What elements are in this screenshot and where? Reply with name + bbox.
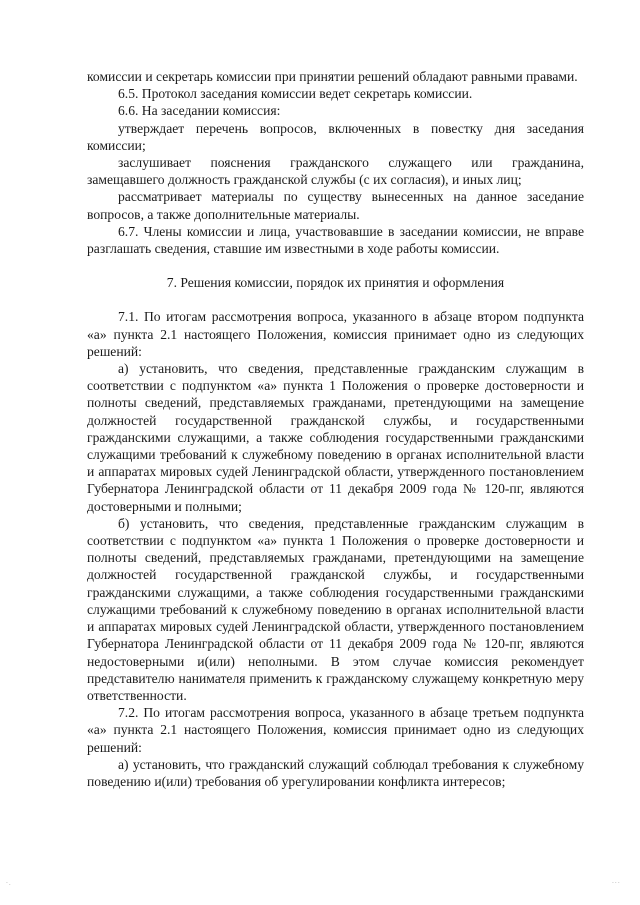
paragraph-7-2: 7.2. По итогам рассмотрения вопроса, указанного в абзаце третьем подпункта «а» пункта 2.1 настоящего Положения, комиссия принимает одно из следующих решений: <box>87 705 584 755</box>
paragraph-7-1-a: а) установить, что сведения, представленные гражданским служащим в соответствии с подпунктом «а» пункта 1 Положения о проверке достоверности и полноты сведений, представляемых гражданами, претендующими на замещение должностей государственной гражданской службы, и государственными гражданскими служащими, а также соблюдения государственными гражданскими служащими требований к служебному поведению в органах исполнительной власти и аппаратах мировых судей Ленинградской области, утвержденного постановлением Губернатора Ленинградской области от 11 декабря 2009 года № 120-пг, являются достоверными и полными; <box>87 361 584 514</box>
scan-speck-left: ·. <box>6 880 12 887</box>
paragraph-6-6-item-3: рассматривает материалы по существу вынесенных на данное заседание вопросов, а также дополнительные материалы. <box>87 189 584 222</box>
paragraph-6-5: 6.5. Протокол заседания комиссии ведет секретарь комиссии. <box>118 86 473 102</box>
paragraph-6-6: 6.6. На заседании комиссия: <box>118 103 281 119</box>
paragraph-6-7: 6.7. Члены комиссии и лица, участвовавшие в заседании комиссии, не вправе разглашать сведения, ставшие им известными в ходе работы комиссии. <box>87 223 584 257</box>
scan-speck-right: ··· <box>612 880 621 887</box>
paragraph-continuation: комиссии и секретарь комиссии при принятии решений обладают равными правами. <box>87 69 578 84</box>
paragraph-6-6-item-1: утверждает перечень вопросов, включенных в повестку дня заседания комиссии; <box>87 120 584 153</box>
document-body <box>87 68 584 790</box>
paragraph-7-2-a: а) установить, что гражданский служащий соблюдал требования к служебному поведению и(или) требования об урегулировании конфликта интересов; <box>87 756 584 789</box>
paragraph-6-6-item-2: заслушивает пояснения гражданского служащего или гражданина, замещавшего должность гражданской службы (с их согласия), и иных лиц; <box>87 155 584 188</box>
section-heading-7: 7. Решения комиссии, порядок их принятия и оформления <box>166 275 505 291</box>
paragraph-7-1: 7.1. По итогам рассмотрения вопроса, указанного в абзаце втором подпункта «а» пункта 2.1 настоящего Положения, комиссия принимает одно из следующих решений: <box>87 309 584 359</box>
paragraph-7-1-b: б) установить, что сведения, представленные гражданским служащим в соответствии с подпунктом «а» пункта 1 Положения о проверке достоверности и полноты сведений, представляемых гражданами, претендующими на замещение должностей государственной гражданской службы, и государственными гражданскими служащими, а также соблюдения государственными гражданскими служащими требований к служебному поведению в органах исполнительной власти и аппаратах мировых судей Ленинградской области, утвержденного постановлением Губернатора Ленинградской области от 11 декабря 2009 года № 120-пг, являются недостоверными и(или) неполными. В этом случае комиссия рекомендует представителю нанимателя применить к гражданскому служащему конкретную меру ответственности. <box>87 515 584 703</box>
